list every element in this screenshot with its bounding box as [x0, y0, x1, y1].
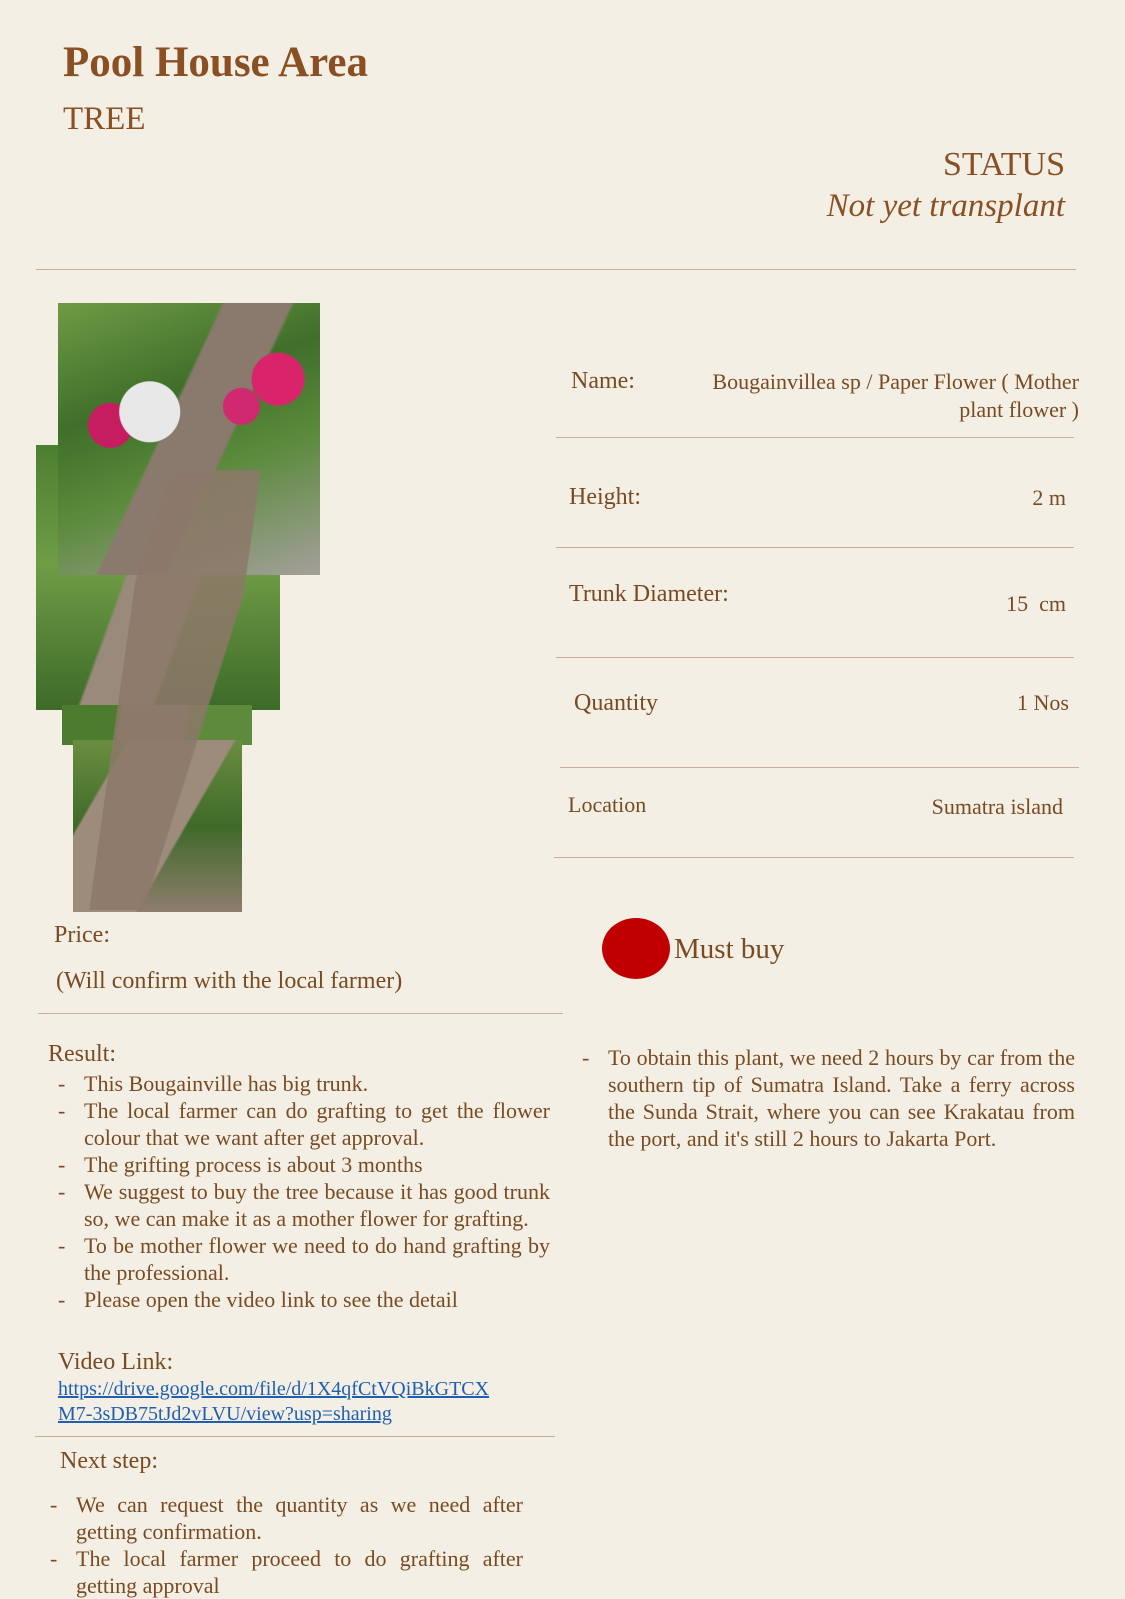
name-value: [659, 369, 1079, 423]
row-divider: [556, 437, 1074, 438]
list-item: - This Bougainville has big trunk.: [48, 1070, 550, 1097]
location-label: Location: [568, 792, 647, 817]
video-divider: [35, 1436, 555, 1437]
video-link-line2[interactable]: M7-3sDB75tJd2vLVU/view?usp=sharing: [58, 1403, 392, 1425]
row-divider: [560, 767, 1079, 768]
video-link-line1[interactable]: https://drive.google.com/file/d/1X4qfCtVQiBkGTCX: [58, 1378, 490, 1400]
price-label: Price:: [54, 922, 110, 948]
price-divider: [38, 1013, 563, 1014]
result-list: [48, 1070, 550, 1313]
access-note-list: [572, 1044, 1075, 1152]
name-label: Name:: [571, 368, 635, 394]
status-label: STATUS: [943, 146, 1065, 183]
list-item: - To be mother flower we need to do hand grafting by the professional.: [48, 1232, 550, 1286]
list-item: - The local farmer proceed to do grafting after getting approval: [40, 1545, 523, 1599]
page-subtitle: TREE: [63, 101, 146, 137]
page-title: Pool House Area: [63, 39, 368, 86]
list-item: - Please open the video link to see the detail: [48, 1286, 550, 1313]
list-item: - We suggest to buy the tree because it has good trunk so, we can make it as a mother flower for grafting.: [48, 1178, 550, 1232]
next-step-list: [40, 1491, 523, 1599]
quantity-label: Quantity: [574, 690, 658, 716]
priority-label: Must buy: [674, 933, 785, 965]
list-item: - We can request the quantity as we need after getting confirmation.: [40, 1491, 523, 1545]
result-label: Result:: [48, 1041, 117, 1067]
list-item: - The grifting process is about 3 months: [48, 1151, 550, 1178]
quantity-value: 1 Nos: [1017, 690, 1069, 715]
header-divider: [36, 269, 1076, 270]
status-value: Not yet transplant: [826, 188, 1065, 224]
next-step-label: Next step:: [60, 1448, 158, 1474]
priority-indicator: [602, 918, 670, 979]
row-divider: [554, 857, 1074, 858]
video-link-label: Video Link:: [58, 1349, 174, 1375]
name-value-line2: plant flower ): [959, 397, 1079, 422]
height-value: 2 m: [1032, 485, 1066, 510]
video-link[interactable]: [58, 1377, 528, 1427]
row-divider: [556, 657, 1074, 658]
trunk-diameter-label: Trunk Diameter:: [569, 581, 729, 607]
price-note: (Will confirm with the local farmer): [56, 968, 403, 994]
trunk-diameter-value: 15 cm: [1006, 591, 1066, 616]
name-value-line1: Bougainvillea sp / Paper Flower ( Mother: [712, 369, 1079, 394]
row-divider: [556, 547, 1074, 548]
location-value: Sumatra island: [931, 794, 1063, 819]
list-item: - The local farmer can do grafting to get the flower colour that we want after get approval.: [48, 1097, 550, 1151]
height-label: Height:: [569, 484, 641, 510]
access-note: - To obtain this plant, we need 2 hours by car from the southern tip of Sumatra Island. Take a ferry across the Sunda Strait, where you can see Krakatau from the port, and it's still 2 hours to Jakarta Port.: [572, 1044, 1075, 1152]
